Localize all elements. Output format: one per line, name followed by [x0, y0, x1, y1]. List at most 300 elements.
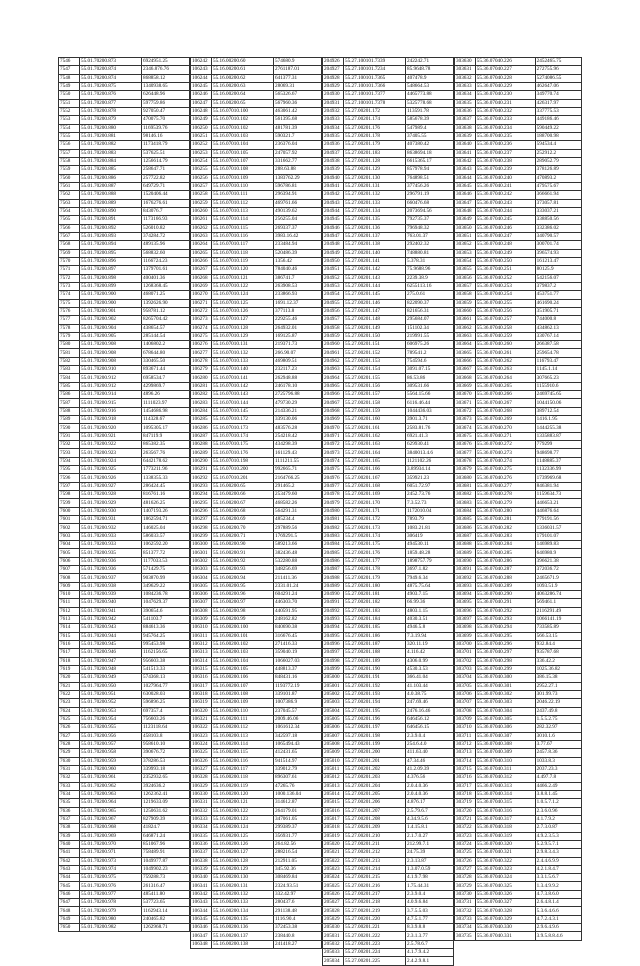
- row-number-cell: 303672: [455, 407, 476, 415]
- amount-cell: 470075.70: [142, 116, 190, 124]
- amount-cell: 470893.2: [535, 174, 581, 182]
- amount-cell: 6615365.17: [406, 157, 454, 165]
- row-number-cell: 106244: [191, 74, 212, 82]
- amount-cell: 796948.32: [406, 224, 454, 232]
- table-row: [323, 107, 454, 115]
- row-number-cell: 205013: [323, 782, 344, 790]
- table-row: [59, 607, 190, 615]
- amount-cell: 453751.77: [535, 291, 581, 299]
- row-number-cell: 303707: [455, 699, 476, 707]
- amount-cell: 8265704.42: [142, 316, 190, 324]
- code-cell: 55.36.07040.287: [475, 566, 535, 574]
- code-cell: 55.36.07040.236: [475, 141, 535, 149]
- row-number-cell: 7578: [59, 324, 80, 332]
- code-cell: 55.36.07040.266: [475, 391, 535, 399]
- amount-cell: 469761.66: [274, 199, 322, 207]
- code-cell: 55.16.00200.122: [212, 807, 274, 815]
- amount-cell: 288.63.88: [274, 166, 322, 174]
- amount-cell: 660476.68: [406, 199, 454, 207]
- code-cell: 55.01.70200.975: [80, 874, 142, 882]
- table-row: [323, 174, 454, 182]
- row-number-cell: 7556: [59, 141, 80, 149]
- table-row: [59, 207, 190, 215]
- amount-cell: 3901.3.71: [406, 416, 454, 424]
- code-cell: 55.27.00201.155: [344, 374, 406, 382]
- table-row: [455, 882, 582, 890]
- amount-cell: 24.75.39: [406, 849, 454, 857]
- table-row: [323, 549, 454, 557]
- amount-cell: 359040.19: [274, 649, 322, 657]
- code-cell: 55.27.00201.204: [344, 782, 406, 790]
- code-cell: 55.16.07010.105: [212, 149, 274, 157]
- table-row: [191, 674, 322, 682]
- row-number-cell: 106270: [191, 291, 212, 299]
- table-row: [191, 907, 322, 915]
- row-number-cell: 106250: [191, 124, 212, 132]
- amount-cell: 2009.46.06: [274, 715, 322, 723]
- row-number-cell: 106292: [191, 474, 212, 482]
- code-cell: 55.16.07010.119: [212, 257, 274, 265]
- amount-cell: 1.3.07.0.59: [406, 865, 454, 873]
- row-number-cell: 303706: [455, 690, 476, 698]
- table-row: [59, 541, 190, 549]
- row-number-cell: 7633: [59, 782, 80, 790]
- row-number-cell: 205012: [323, 774, 344, 782]
- table-row: [323, 915, 454, 923]
- row-number-cell: 7561: [59, 182, 80, 190]
- amount-cell: 314612.87: [274, 799, 322, 807]
- row-number-cell: 204953: [323, 282, 344, 290]
- code-cell: 55.16.00200.131: [212, 882, 274, 890]
- amount-cell: 330465.50: [142, 357, 190, 365]
- amount-cell: 349629.22: [142, 582, 190, 590]
- amount-cell: 568832.60: [142, 249, 190, 257]
- amount-cell: 6921.41.3: [406, 432, 454, 440]
- amount-cell: 1027964.77: [142, 682, 190, 690]
- row-number-cell: 303680: [455, 474, 476, 482]
- row-number-cell: 204954: [323, 291, 344, 299]
- amount-cell: 300701.74: [535, 241, 581, 249]
- code-cell: 55.27.00201.213: [344, 857, 406, 865]
- table-row: [191, 82, 322, 90]
- table-row: [455, 132, 582, 140]
- code-cell: 55.01.70200.926: [80, 474, 142, 482]
- table-row: [59, 574, 190, 582]
- table-row: [59, 391, 190, 399]
- amount-cell: 574680.9: [274, 58, 322, 66]
- amount-cell: 261316.47: [142, 882, 190, 890]
- table-row: [323, 274, 454, 282]
- table-row: [455, 74, 582, 82]
- table-row: [59, 924, 190, 932]
- code-cell: 55.01.70200.938: [80, 582, 142, 590]
- amount-cell: 4030.3.51: [406, 615, 454, 623]
- code-cell: 55.27.00201.150: [344, 332, 406, 340]
- table-row: [323, 474, 454, 482]
- code-cell: 55.27.00201.209: [344, 824, 406, 832]
- amount-cell: 28069.31: [274, 82, 322, 90]
- code-cell: 55.16.00200.63: [212, 82, 274, 90]
- row-number-cell: 7640: [59, 840, 80, 848]
- table-row: [455, 191, 582, 199]
- table-row: [191, 207, 322, 215]
- table-row: [191, 840, 322, 848]
- code-cell: 55.16.00200.93: [212, 566, 274, 574]
- amount-cell: 366.41.04: [406, 674, 454, 682]
- table-row: [191, 307, 322, 315]
- table-row: [455, 682, 582, 690]
- table-row: [455, 474, 582, 482]
- amount-cell: 1172010.04: [406, 507, 454, 515]
- table-row: [455, 82, 582, 90]
- table-row: [455, 407, 582, 415]
- row-number-cell: 106295: [191, 499, 212, 507]
- amount-cell: 1520406.44: [142, 191, 190, 199]
- amount-cell: 3.9.5.8.8.4.6: [535, 932, 581, 940]
- row-number-cell: 7616: [59, 640, 80, 648]
- amount-cell: 548664.53: [406, 82, 454, 90]
- code-cell: 55.16.00200.138: [212, 940, 274, 948]
- amount-cell: 434298.39: [274, 441, 322, 449]
- amount-cell: 269337.37: [274, 224, 322, 232]
- table-row: [455, 915, 582, 923]
- row-number-cell: 204971: [323, 432, 344, 440]
- code-cell: 55.27.00201.195: [344, 707, 406, 715]
- code-cell: 55.16.07010.103: [212, 132, 274, 140]
- amount-cell: 1145.1.14: [535, 366, 581, 374]
- row-number-cell: 205026: [323, 890, 344, 898]
- table-row: [455, 332, 582, 340]
- code-cell: 55.16.00200.135: [212, 915, 274, 923]
- code-cell: 55.01.70200.874: [80, 74, 142, 82]
- table-row: [59, 782, 190, 790]
- row-number-cell: 106285: [191, 416, 212, 424]
- row-number-cell: 106283: [191, 399, 212, 407]
- amount-cell: 389712.54: [535, 407, 581, 415]
- amount-cell: 1193772.19: [274, 682, 322, 690]
- code-cell: 55.01.70200.881: [80, 132, 142, 140]
- row-number-cell: 204987: [323, 566, 344, 574]
- amount-cell: 266.90.07: [274, 349, 322, 357]
- amount-cell: 233866.93: [274, 291, 322, 299]
- row-number-cell: 303630: [455, 58, 476, 66]
- row-number-cell: 7570: [59, 257, 80, 265]
- code-cell: 55.36.07040.285: [475, 549, 535, 557]
- code-cell: 55.01.70200.937: [80, 574, 142, 582]
- row-number-cell: 303683: [455, 499, 476, 507]
- code-cell: 55.36.07040.252: [475, 274, 535, 282]
- row-number-cell: 7606: [59, 557, 80, 565]
- table-row: [323, 382, 454, 390]
- amount-cell: 407478.9: [406, 74, 454, 82]
- table-row: [455, 624, 582, 632]
- table-row: [323, 407, 454, 415]
- row-number-cell: 204997: [323, 649, 344, 657]
- amount-cell: 211411.36: [274, 574, 322, 582]
- code-cell: 55.36.07040.246: [475, 224, 535, 232]
- table-row: [59, 640, 190, 648]
- table-row: [323, 774, 454, 782]
- row-number-cell: 204938: [323, 157, 344, 165]
- amount-cell: 2.3.1.3.77: [406, 932, 454, 940]
- table-row: [323, 849, 454, 857]
- table-row: [323, 216, 454, 224]
- table-row: [191, 516, 322, 524]
- amount-cell: 597759.86: [142, 99, 190, 107]
- table-row: [59, 832, 190, 840]
- code-cell: 55.01.70200.892: [80, 224, 142, 232]
- row-number-cell: 7644: [59, 874, 80, 882]
- table-row: [323, 482, 454, 490]
- table-row: [323, 757, 454, 765]
- code-cell: 55.36.07040.326: [475, 890, 535, 898]
- row-number-cell: 7584: [59, 374, 80, 382]
- amount-cell: 3.3.1.5.6.7: [535, 874, 581, 882]
- table-row: [59, 657, 190, 665]
- table-row: [191, 557, 322, 565]
- amount-cell: 868858.12: [142, 74, 190, 82]
- row-number-cell: 303726: [455, 857, 476, 865]
- code-cell: 55.36.07040.322: [475, 857, 535, 865]
- code-cell: 55.16.07010.141: [212, 374, 274, 382]
- table-row: [323, 582, 454, 590]
- table-row: [191, 141, 322, 149]
- code-cell: 55.27.00201.142: [344, 266, 406, 274]
- code-cell: 55.01.70200.923: [80, 449, 142, 457]
- code-cell: 55.36.07040.325: [475, 882, 535, 890]
- amount-cell: 2.7.3.0.87: [535, 824, 581, 832]
- code-cell: 55.27.00201.146: [344, 299, 406, 307]
- amount-cell: 246178.10: [274, 382, 322, 390]
- table-row: [59, 58, 190, 66]
- table-row: [191, 632, 322, 640]
- row-number-cell: 7634: [59, 790, 80, 798]
- table-row: [323, 674, 454, 682]
- table-row: [455, 449, 582, 457]
- row-number-cell: 106277: [191, 349, 212, 357]
- amount-cell: 6958534.7: [142, 374, 190, 382]
- table-row: [59, 424, 190, 432]
- row-number-cell: 106262: [191, 224, 212, 232]
- code-cell: 55.16.00200.108: [212, 690, 274, 698]
- code-cell: 55.36.07040.227: [475, 66, 535, 74]
- amount-cell: 169125.87: [274, 332, 322, 340]
- amount-cell: 4903.7.15: [406, 591, 454, 599]
- amount-cell: 2.5.79.6.7: [406, 807, 454, 815]
- amount-cell: 1095305.17: [142, 424, 190, 432]
- row-number-cell: 204957: [323, 316, 344, 324]
- row-number-cell: 7569: [59, 249, 80, 257]
- code-cell: 55.36.07040.232: [475, 107, 535, 115]
- row-number-cell: 303662: [455, 324, 476, 332]
- code-cell: 55.16.07010.121: [212, 274, 274, 282]
- amount-cell: 995453.98: [142, 640, 190, 648]
- table-row: [323, 232, 454, 240]
- code-cell: 55.36.07040.281: [475, 516, 535, 524]
- table-row: [191, 924, 322, 932]
- row-number-cell: 204955: [323, 299, 344, 307]
- code-cell: 55.27.00201.182: [344, 599, 406, 607]
- table-row: [455, 549, 582, 557]
- row-number-cell: 303651: [455, 232, 476, 240]
- row-number-cell: 7641: [59, 849, 80, 857]
- code-cell: 55.27.00201.189: [344, 657, 406, 665]
- amount-cell: 4.0.9.6.84: [406, 899, 454, 907]
- amount-cell: 840690.38: [274, 624, 322, 632]
- amount-cell: 1066141.19: [535, 615, 581, 623]
- table-row: [455, 599, 582, 607]
- row-number-cell: 106324: [191, 740, 212, 748]
- code-cell: 55.16.07010.108: [212, 166, 274, 174]
- amount-cell: 438654.57: [142, 324, 190, 332]
- row-number-cell: 7558: [59, 157, 80, 165]
- table-row: [191, 91, 322, 99]
- code-cell: 55.27.00201.136: [344, 224, 406, 232]
- code-cell: 55.36.07040.274: [475, 457, 535, 465]
- row-number-cell: 106249: [191, 116, 212, 124]
- row-number-cell: 7624: [59, 707, 80, 715]
- code-cell: 55.27.100101.7234: [344, 66, 406, 74]
- amount-cell: 4896.26: [142, 391, 190, 399]
- code-cell: 55.27.00201.132: [344, 191, 406, 199]
- code-cell: 55.01.70200.946: [80, 649, 142, 657]
- row-number-cell: 7607: [59, 566, 80, 574]
- amount-cell: 306419: [406, 532, 454, 540]
- code-cell: 55.27.00201.180: [344, 582, 406, 590]
- row-number-cell: 303702: [455, 657, 476, 665]
- amount-cell: 3010.1.6: [535, 732, 581, 740]
- code-cell: 55.27.00201.185: [344, 624, 406, 632]
- table-row: [323, 91, 454, 99]
- row-number-cell: 106323: [191, 732, 212, 740]
- code-cell: 55.27.00201.145: [344, 291, 406, 299]
- row-number-cell: 303666: [455, 357, 476, 365]
- amount-cell: 377456.26: [406, 182, 454, 190]
- amount-cell: 75.9688.96: [406, 266, 454, 274]
- table-row: [323, 940, 454, 948]
- code-cell: 55.36.07040.267: [475, 399, 535, 407]
- amount-cell: 359921.23: [406, 474, 454, 482]
- row-number-cell: 7650: [59, 924, 80, 932]
- code-cell: 55.01.70200.930: [80, 507, 142, 515]
- row-number-cell: 303712: [455, 740, 476, 748]
- row-number-cell: 106245: [191, 82, 212, 90]
- row-number-cell: 7615: [59, 632, 80, 640]
- table-row: [191, 707, 322, 715]
- amount-cell: 3840013.4.6: [406, 449, 454, 457]
- amount-cell: 411.63.40: [406, 749, 454, 757]
- amount-cell: 2.4.2.9.8.1: [406, 957, 454, 965]
- table-row: [59, 699, 190, 707]
- row-number-cell: 303669: [455, 382, 476, 390]
- code-cell: 55.36.07040.321: [475, 849, 535, 857]
- code-cell: 55.16.00200.65: [212, 482, 274, 490]
- amount-cell: 4875.75.64: [406, 582, 454, 590]
- row-number-cell: 204964: [323, 374, 344, 382]
- row-number-cell: 205007: [323, 732, 344, 740]
- row-number-cell: 7621: [59, 682, 80, 690]
- code-cell: 55.36.07040.264: [475, 374, 535, 382]
- code-cell: 55.16.00200.105: [212, 665, 274, 673]
- code-cell: 55.27.00201.172: [344, 107, 406, 115]
- row-number-cell: 204952: [323, 274, 344, 282]
- row-number-cell: 303685: [455, 516, 476, 524]
- code-cell: 55.16.07010.129: [212, 332, 274, 340]
- row-number-cell: 303677: [455, 449, 476, 457]
- table-row: [191, 599, 322, 607]
- code-cell: 55.27.00201.201: [344, 757, 406, 765]
- table-row: [191, 549, 322, 557]
- amount-cell: 237045.57: [274, 707, 322, 715]
- code-cell: 55.36.07040.303: [475, 699, 535, 707]
- table-row: [59, 416, 190, 424]
- table-row: [323, 249, 454, 257]
- table-row: [455, 266, 582, 274]
- row-number-cell: 106340: [191, 874, 212, 882]
- table-row: [59, 499, 190, 507]
- table-row: [455, 541, 582, 549]
- table-row: [455, 341, 582, 349]
- amount-cell: 3.77.67: [535, 740, 581, 748]
- code-cell: 55.01.70200.960: [80, 765, 142, 773]
- amount-cell: 865382.35: [142, 441, 190, 449]
- amount-cell: 468582.26: [274, 499, 322, 507]
- row-number-cell: 204984: [323, 541, 344, 549]
- code-cell: 55.16.07010.120: [212, 266, 274, 274]
- code-cell: 55.36.07040.256: [475, 307, 535, 315]
- amount-cell: 347061.05: [274, 815, 322, 823]
- amount-cell: 146025.04: [142, 524, 190, 532]
- table-row: [191, 882, 322, 890]
- table-row: [59, 241, 190, 249]
- amount-cell: 1116.90.4: [274, 915, 322, 923]
- amount-cell: 219991.55: [406, 332, 454, 340]
- table-row: [59, 815, 190, 823]
- row-number-cell: 204974: [323, 457, 344, 465]
- table-row: [191, 757, 322, 765]
- amount-cell: 764898.51: [406, 174, 454, 182]
- amount-cell: 646871.24: [142, 832, 190, 840]
- data-table-block-1: [58, 57, 190, 932]
- code-cell: 55.16.00200.104: [212, 657, 274, 665]
- table-row: [59, 765, 190, 773]
- table-row: [455, 391, 582, 399]
- code-cell: 55.36.07040.286: [475, 557, 535, 565]
- code-cell: 55.27.00201.169: [344, 491, 406, 499]
- row-number-cell: 106269: [191, 282, 212, 290]
- row-number-cell: 204994: [323, 624, 344, 632]
- row-number-cell: 303640: [455, 141, 476, 149]
- table-row: [455, 291, 582, 299]
- table-row: [323, 599, 454, 607]
- amount-cell: 1219633.09: [142, 799, 190, 807]
- amount-cell: 2952.27.1: [535, 682, 581, 690]
- amount-cell: 678644.80: [142, 349, 190, 357]
- amount-cell: 5.378.31: [406, 257, 454, 265]
- row-number-cell: 7563: [59, 199, 80, 207]
- table-row: [191, 591, 322, 599]
- code-cell: 55.01.70200.967: [80, 815, 142, 823]
- amount-cell: 851377.72: [142, 549, 190, 557]
- amount-cell: 2.0.4.0.36: [406, 782, 454, 790]
- table-row: [59, 407, 190, 415]
- table-row: [59, 915, 190, 923]
- row-number-cell: 106288: [191, 441, 212, 449]
- amount-cell: 816761.16: [142, 491, 190, 499]
- code-cell: 55.16.07010.114: [212, 216, 274, 224]
- table-row: [455, 591, 582, 599]
- amount-cell: 333037.21: [535, 207, 581, 215]
